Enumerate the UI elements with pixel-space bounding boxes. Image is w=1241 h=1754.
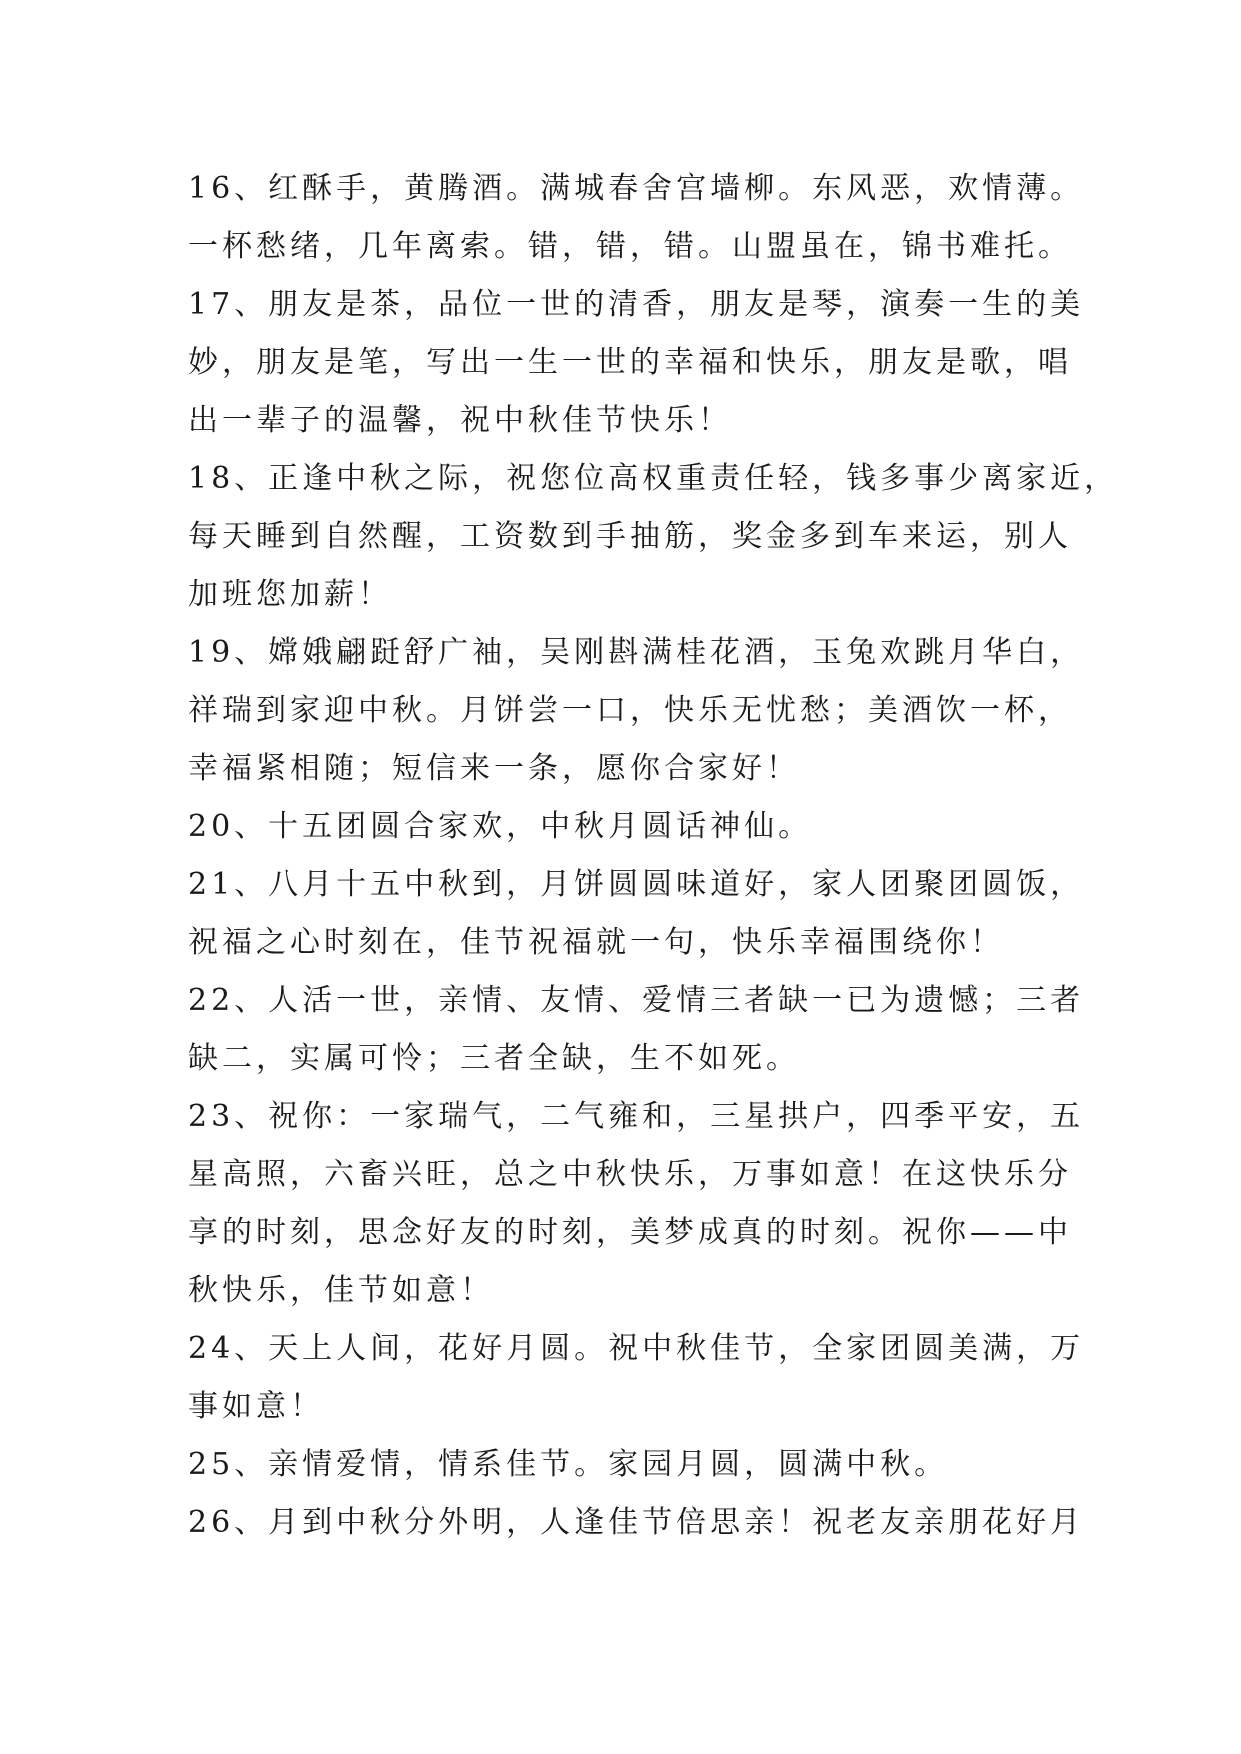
- text-line: 妙，朋友是笔，写出一生一世的幸福和快乐，朋友是歌，唱: [188, 345, 1072, 380]
- text-line: 事如意！: [188, 1389, 324, 1424]
- text-line: 18、正逢中秋之际，祝您位高权重责任轻，钱多事少离家近，: [188, 461, 1119, 496]
- text-line: 19、嫦娥翩跹舒广袖，吴刚斟满桂花酒，玉兔欢跳月华白，: [188, 635, 1085, 670]
- text-line: 22、人活一世，亲情、友情、爱情三者缺一已为遗憾；三者: [188, 983, 1085, 1018]
- text-line: 幸福紧相随；短信来一条，愿你合家好！: [188, 751, 800, 786]
- document-page: [188, 160, 1119, 1552]
- text-line: 祝福之心时刻在，佳节祝福就一句，快乐幸福围绕你！: [188, 925, 1004, 960]
- text-line: 出一辈子的温馨，祝中秋佳节快乐！: [188, 403, 732, 438]
- text-line: 24、天上人间，花好月圆。祝中秋佳节，全家团圆美满，万: [188, 1331, 1085, 1366]
- text-line: 一杯愁绪，几年离索。错，错，错。山盟虽在，锦书难托。: [188, 229, 1072, 264]
- text-line: 加班您加薪！: [188, 577, 392, 612]
- text-line: 23、祝你：一家瑞气，二气雍和，三星拱户，四季平安，五: [188, 1099, 1085, 1134]
- text-line: 16、红酥手，黄腾酒。满城春舍宫墙柳。东风恶，欢情薄。: [188, 171, 1085, 206]
- text-line: 20、十五团圆合家欢，中秋月圆话神仙。: [188, 809, 813, 844]
- text-line: 祥瑞到家迎中秋。月饼尝一口，快乐无忧愁；美酒饮一杯，: [188, 693, 1072, 728]
- text-line: 26、月到中秋分外明，人逢佳节倍思亲！祝老友亲朋花好月: [188, 1505, 1085, 1540]
- text-line: 享的时刻，思念好友的时刻，美梦成真的时刻。祝你——中: [188, 1215, 1072, 1250]
- text-line: 星高照，六畜兴旺，总之中秋快乐，万事如意！在这快乐分: [188, 1157, 1072, 1192]
- text-line: 25、亲情爱情，情系佳节。家园月圆，圆满中秋。: [188, 1447, 949, 1482]
- text-line: 每天睡到自然醒，工资数到手抽筋，奖金多到车来运，别人: [188, 519, 1072, 554]
- text-line: 17、朋友是茶，品位一世的清香，朋友是琴，演奏一生的美: [188, 287, 1085, 322]
- text-line: 21、八月十五中秋到，月饼圆圆味道好，家人团聚团圆饭，: [188, 867, 1085, 902]
- text-line: 缺二，实属可怜；三者全缺，生不如死。: [188, 1041, 800, 1076]
- text-line: 秋快乐，佳节如意！: [188, 1273, 494, 1308]
